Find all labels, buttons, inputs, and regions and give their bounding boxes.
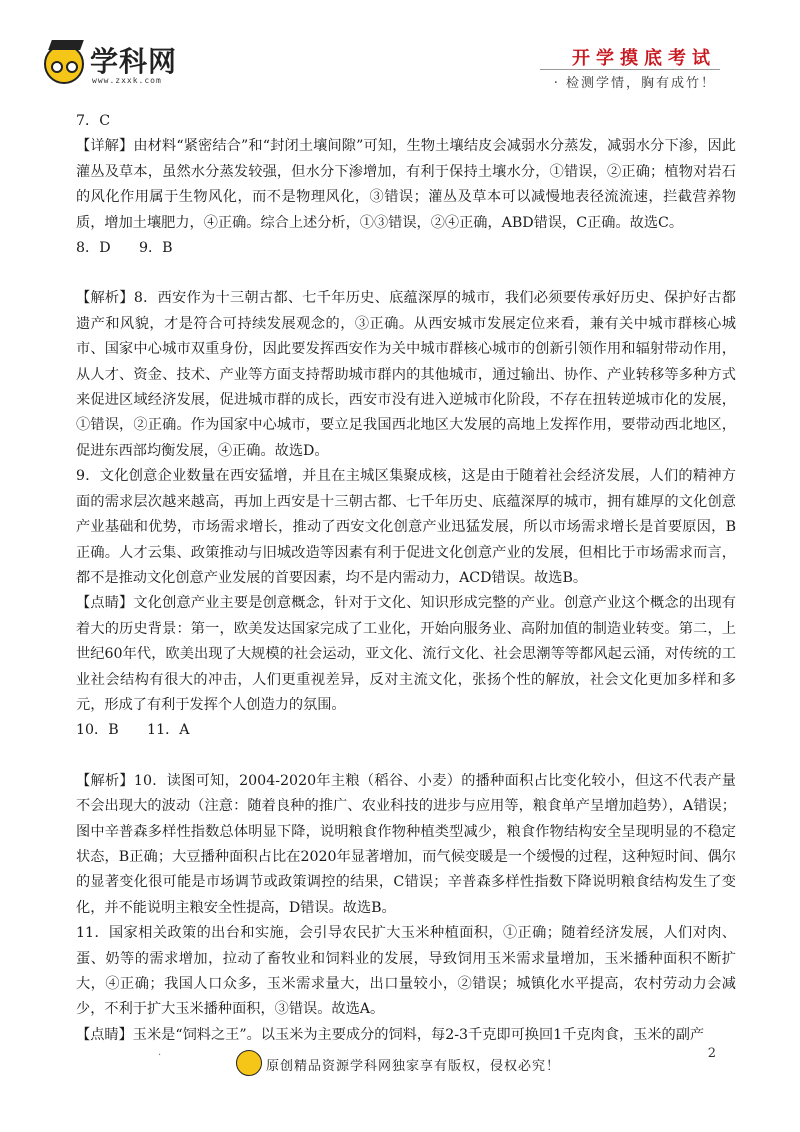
answer-10-11: 10．B 11．A: [76, 722, 190, 739]
mascot-icon: [44, 44, 84, 84]
brand-subtitle: · 检测学情，胸有成竹！: [553, 76, 716, 91]
analysis-9: 9．文化创意企业数量在西安猛增，并且在主城区集聚成核，这是由于随着社会经济发展，人们的精神方面的需求层次越来越高，再加上西安是十三朝古都、七千年历史、底蕴深厚的城市，拥有雄厚的文化创意产业基础和优势，市场需求增长，推动了西安文化创意产业迅猛发展，所以市场需求增长是首要原因，B正确。人才云集、政策推动与旧城改造等因素有利于促进文化创意产业的发展，但相比于市场需求而言，都不是推动文化创意产业发展的首要因素，均不是内需动力，ACD错误。故选B。: [76, 468, 736, 586]
page-number: 2: [707, 1046, 716, 1061]
logo-url: www.zxxk.com: [92, 76, 162, 85]
spacer: [76, 261, 736, 286]
page-header: [0, 0, 800, 100]
site-logo[interactable]: [44, 40, 204, 90]
analysis-11: 11．国家相关政策的出台和实施，会引导农民扩大玉米种植面积，①正确；随着经济发展，人们对肉、蛋、奶等的需求增加，拉动了畜牧业和饲料业的发展，导致饲用玉米需求量增加，玉米播种面积不断扩大，④正确；我国人口众多，玉米需求量大，出口量较小，②错误；城镇化水平提高，农村劳动力会减少，不利于扩大玉米播种面积，③错误。故选A。: [76, 925, 736, 1018]
note-9: 【点睛】文化创意产业主要是创意概念，针对于文化、知识形成完整的产业。创意产业这个概念的出现有着大的历史背景：第一，欧美发达国家完成了工业化，开始向服务业、高附加值的制造业转变。第二，上世纪60年代，欧美出现了大规模的社会运动，亚文化、流行文化、社会思潮等等都风起云涌，对传统的工业社会结构有很大的冲击，人们更重视差异，反对主流文化，张扬个性的解放，社会文化更加多样和多元，形成了有利于发挥个人创造力的氛围。: [76, 595, 736, 713]
note-11: 【点睛】玉米是“饲料之王”。以玉米为主要成分的饲料，每2-3千克即可换回1千克肉食，玉米的副产: [76, 1026, 705, 1043]
footer-mascot-icon: [236, 1050, 262, 1076]
brand-divider: [540, 69, 720, 70]
answer-content: [76, 109, 736, 1048]
answer-8-9: 8．D 9．B: [76, 240, 173, 257]
detail-7: 【详解】由材料“紧密结合”和“封闭土壤间隙”可知，生物土壤结皮会减弱水分蒸发，减弱水分下渗，因此灌丛及草本，虽然水分蒸发较强，但水分下渗增加，有利于保持土壤水分，①错误，②正确；植物对岩石的风化作用属于生物风化，而不是物理风化，③错误；灌丛及草本可以减慢地表径流流速，拦截营养物质，增加土壤肥力，④正确。综合上述分析，①③错误，②④正确，ABD错误，C正确。故选C。: [76, 138, 736, 231]
footer-dot: ·: [158, 1050, 162, 1061]
brand-title: 开学摸底考试: [572, 48, 716, 69]
copyright-notice: 原创精品资源学科网独家享有版权，侵权必究！: [266, 1059, 561, 1074]
logo-text: 学科网: [90, 45, 178, 78]
analysis-8: 【解析】8．西安作为十三朝古都、七千年历史、底蕴深厚的城市，我们必须要传承好历史、保护好古都遗产和风貌，才是符合可持续发展观念的，③正确。从西安城市发展定位来看，兼有关中城市群核心城市、国家中心城市双重身份，因此要发挥西安作为关中城市群核心城市的创新引领作用和辐射带动作用，从人才、资金、技术、产业等方面支持帮助城市群内的其他城市，通过输出、协作、产业转移等多种方式来促进区域经济发展，促进城市群的成长，西安市没有进入逆城市化阶段，不存在扭转逆城市化的发展，①错误，②正确。作为国家中心城市，要立足我国西北地区大发展的高地上发挥作用，要带动西北地区，促进东西部均衡发展，④正确。故选D。: [76, 290, 736, 459]
answer-7: 7．C: [76, 113, 111, 129]
spacer: [76, 744, 736, 769]
analysis-10: 【解析】10．读图可知，2004-2020年主粮（稻谷、小麦）的播种面积占比变化较小，但这不代表产量不会出现大的波动（注意：随着良种的推广、农业科技的进步与应用等，粮食单产呈增加趋势），A错误；图中辛普森多样性指数总体明显下降，说明粮食作物种植类型减少，粮食作物结构安全呈现明显的不稳定状态，B正确；大豆播种面积占比在2020年显著增加，而气候变暖是一个缓慢的过程，这种短时间、偶尔的显著变化很可能是市场调节或政策调控的结果，C错误；辛普森多样性指数下降说明粮食结构发生了变化，并不能说明主粮安全性提高，D错误。故选B。: [76, 772, 736, 916]
